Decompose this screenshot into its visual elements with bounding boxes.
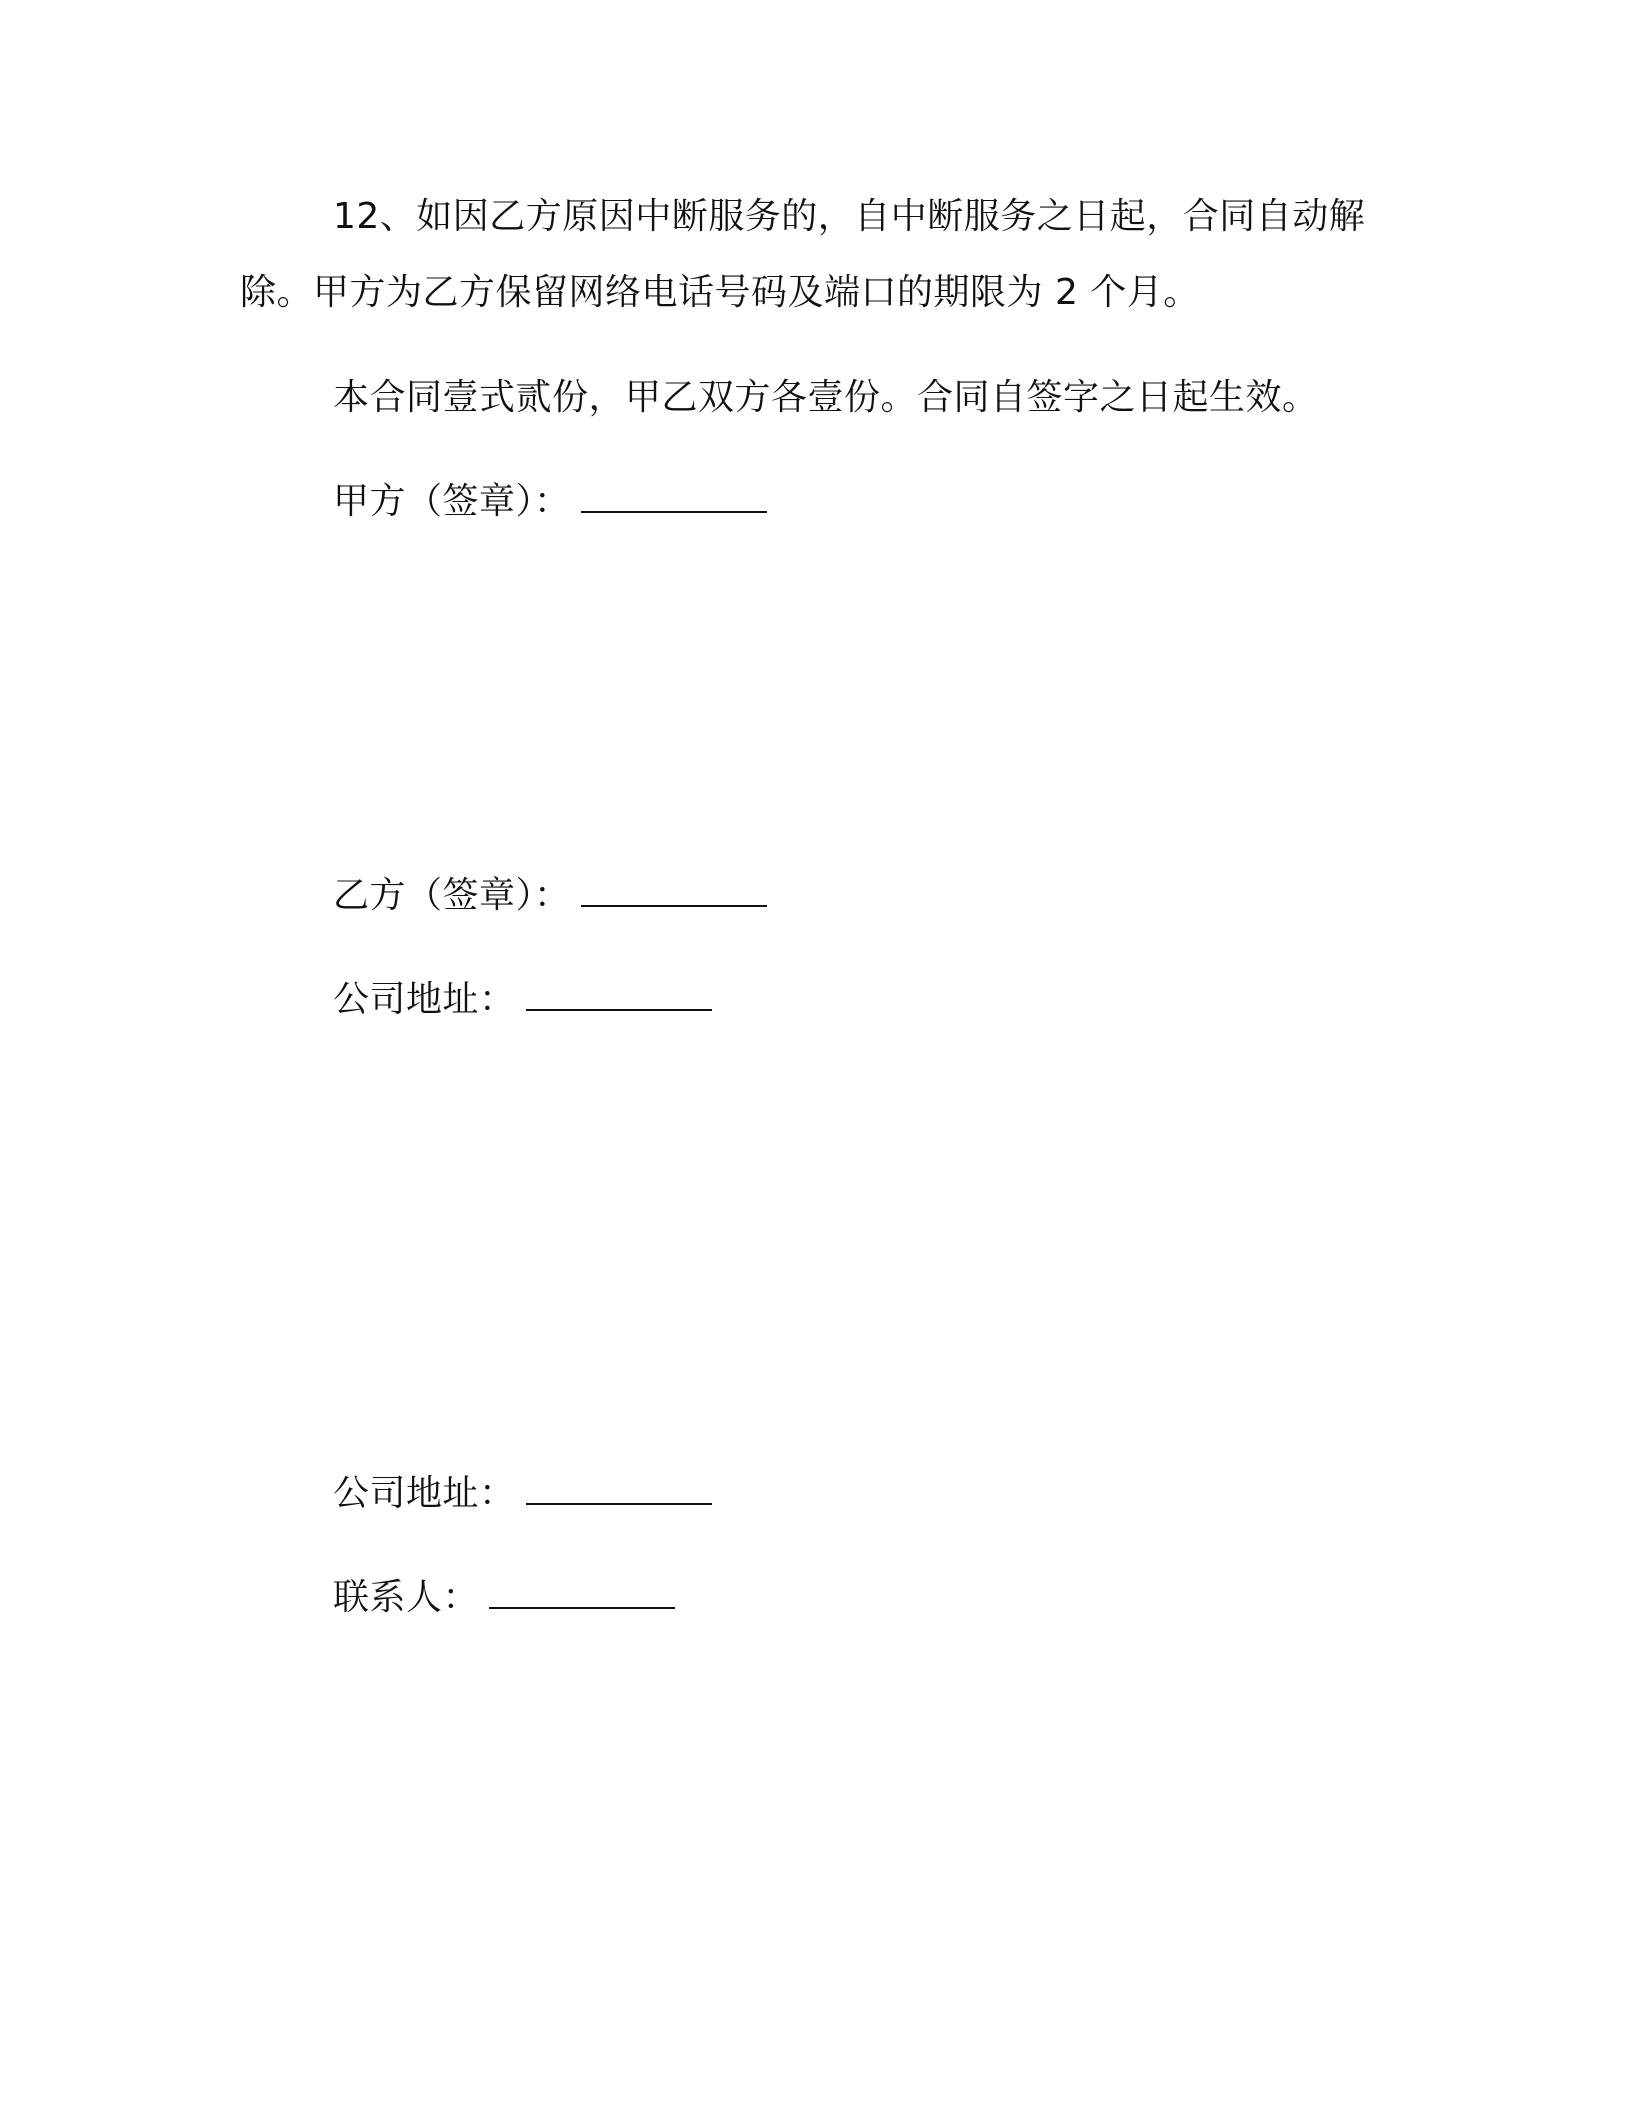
company-address-blank-2[interactable] — [526, 1473, 712, 1505]
party-b-label: 乙方（签章）： — [333, 875, 571, 916]
company-address-field-2 — [333, 1473, 712, 1514]
contact-label: 联系人： — [333, 1577, 480, 1618]
contact-field — [333, 1577, 675, 1618]
company-address-blank-1[interactable] — [526, 979, 712, 1011]
company-address-label-2: 公司地址： — [333, 1473, 516, 1514]
company-address-field-1 — [333, 979, 712, 1020]
clause-12-line-2: 除。甲方为乙方保留网络电话号码及端口的期限为 2 个月。 — [240, 272, 1200, 313]
party-a-label: 甲方（签章）： — [333, 481, 571, 522]
company-address-label-1: 公司地址： — [333, 979, 516, 1020]
contact-blank[interactable] — [489, 1577, 675, 1609]
clause-12-line-1: 12、如因乙方原因中断服务的，自中断服务之日起，合同自动解 — [333, 196, 1366, 237]
party-b-signature-blank[interactable] — [581, 875, 767, 907]
party-a-signature-field — [333, 481, 767, 522]
party-a-signature-blank[interactable] — [581, 481, 767, 513]
party-b-signature-field — [333, 875, 767, 916]
copies-paragraph: 本合同壹式贰份，甲乙双方各壹份。合同自签字之日起生效。 — [333, 377, 1319, 418]
